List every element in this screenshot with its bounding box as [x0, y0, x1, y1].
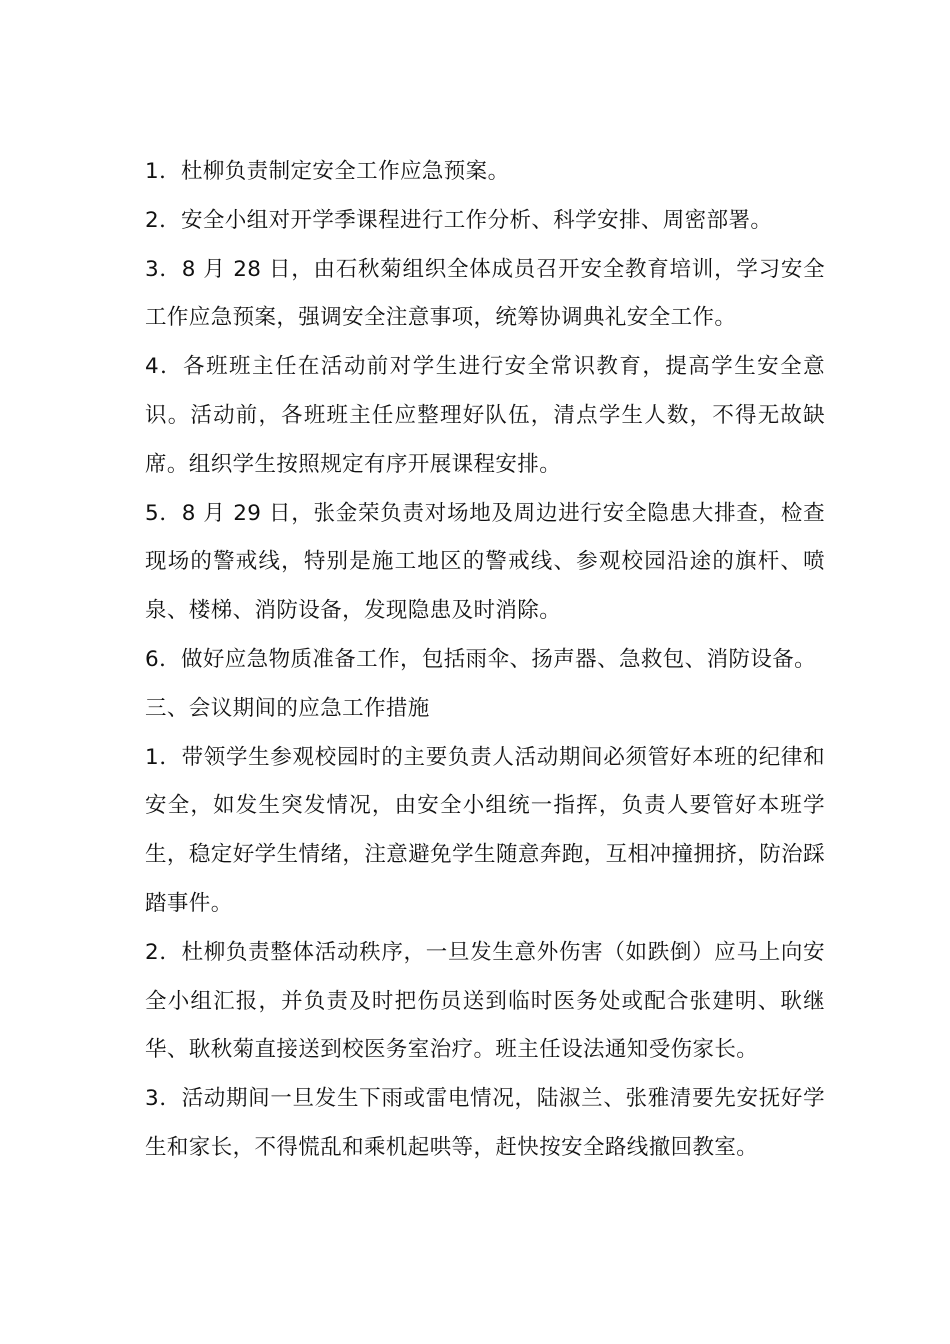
document-body [145, 148, 825, 1173]
paragraph-3: 3．8 月 28 日，由石秋菊组织全体成员召开安全教育培训，学习安全工作应急预案，强调安全注意事项，统筹协调典礼安全工作。 [145, 256, 825, 331]
paragraph-8: 2．杜柳负责整体活动秩序，一旦发生意外伤害（如跌倒）应马上向安全小组汇报，并负责及时把伤员送到临时医务处或配合张建明、耿继华、耿秋菊直接送到校医务室治疗。班主任设法通知受伤家长。 [145, 939, 825, 1063]
paragraph-1: 1．杜柳负责制定安全工作应急预案。 [145, 159, 510, 184]
paragraph-9: 3．活动期间一旦发生下雨或雷电情况，陆淑兰、张雅清要先安抚好学生和家长，不得慌乱和乘机起哄等，赶快按安全路线撤回教室。 [145, 1086, 825, 1160]
paragraph-4: 4．各班班主任在活动前对学生进行安全常识教育，提高学生安全意识。活动前，各班班主任应整理好队伍，清点学生人数，不得无故缺席。组织学生按照规定有序开展课程安排。 [145, 354, 825, 477]
paragraph-6: 6．做好应急物质准备工作，包括雨伞、扬声器、急救包、消防设备。 [145, 646, 817, 672]
paragraph-5: 5．8 月 29 日，张金荣负责对场地及周边进行安全隐患大排查，检查现场的警戒线，特别是施工地区的警戒线、参观校园沿途的旗杆、喷泉、楼梯、消防设备，发现隐患及时消除。 [145, 500, 825, 624]
paragraph-7: 1．带领学生参观校园时的主要负责人活动期间必须管好本班的纪律和安全，如发生突发情况，由安全小组统一指挥，负责人要管好本班学生，稳定好学生情绪，注意避免学生随意奔跑，互相冲撞拥挤，防治踩踏事件。 [145, 744, 825, 916]
paragraph-2: 2．安全小组对开学季课程进行工作分析、科学安排、周密部署。 [145, 207, 773, 233]
section-heading: 三、会议期间的应急工作措施 [145, 695, 430, 721]
